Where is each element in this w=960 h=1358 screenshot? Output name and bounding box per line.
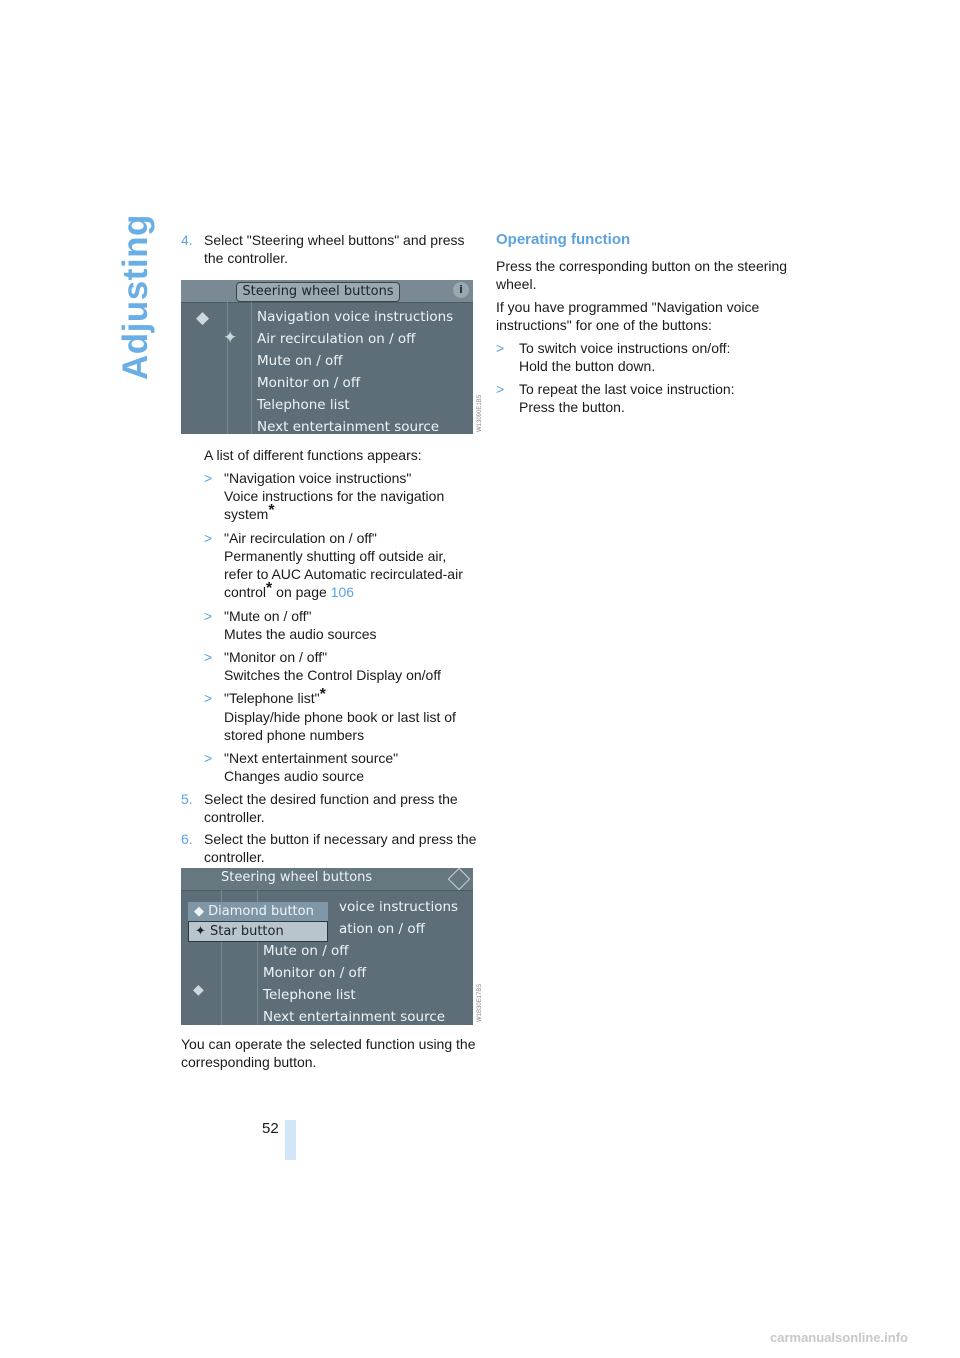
steering-wheel-buttons-screenshot (181, 280, 473, 434)
menu-item-next-entertainment: Next entertainment source (263, 1009, 446, 1025)
step-6 (181, 830, 477, 866)
image-code: W13090E1B5 (477, 394, 483, 432)
menu-item-mute: Mute on / off (263, 943, 349, 959)
page-number-bar (285, 1120, 296, 1160)
item-desc: Switches the Control Display on/off (224, 667, 441, 683)
operation-list (496, 339, 796, 416)
image-code: W1B30E17BS (477, 983, 483, 1022)
left-column-continued (181, 446, 477, 870)
item-title: "Telephone list" (224, 690, 320, 706)
menu-item-monitor: Monitor on / off (263, 965, 367, 981)
item-desc: Press the button. (519, 399, 625, 415)
screen-top-title: Steering wheel buttons (221, 870, 373, 885)
optional-equipment-asterisk: * (268, 502, 275, 519)
popup-item-label: Diamond button (208, 904, 314, 919)
section-side-title: Adjusting (116, 214, 155, 380)
item-title: "Air recirculation on / off" (224, 530, 377, 546)
button-choice-popup (188, 902, 328, 942)
item-desc: Voice instructions for the navigation system (224, 488, 445, 522)
screen-tab-title: Steering wheel buttons (236, 282, 400, 302)
function-list-item (204, 469, 477, 524)
menu-item-partial: voice instructions (339, 899, 459, 915)
screen-divider (251, 302, 252, 434)
optional-equipment-asterisk: * (266, 580, 273, 597)
step-number: 4. (181, 232, 193, 248)
popup-item-star: ✦ Star button (188, 921, 328, 942)
function-list-item (204, 607, 477, 643)
bullet-mark: > (204, 750, 213, 766)
partial-menu (339, 896, 458, 940)
footer-watermark: carmanualsonline.info (770, 1330, 908, 1345)
item-title: "Monitor on / off" (224, 649, 328, 665)
menu-item-air-recirculation: Air recirculation on / off (257, 331, 416, 347)
operation-list-item (496, 380, 796, 416)
diamond-button-icon: ◆ (193, 982, 204, 998)
section-heading: Operating function (496, 231, 631, 248)
body-paragraph: Press the corresponding button on the steering wheel. (496, 258, 788, 292)
function-list-item (204, 749, 477, 785)
item-desc: Changes audio source (224, 768, 365, 784)
menu-item-monitor: Monitor on / off (257, 375, 361, 391)
menu-item-partial: ation on / off (339, 921, 425, 937)
function-list-item (204, 686, 477, 744)
popup-item-label: Star button (210, 924, 284, 939)
diamond-button-icon: ◆ (196, 308, 210, 328)
closing-paragraph: You can operate the selected function using the corresponding button. (181, 1036, 476, 1070)
item-desc: Display/hide phone book or last list of stored phone numbers (224, 709, 456, 743)
body-paragraph: If you have programmed "Navigation voice instructions" for one of the buttons: (496, 299, 760, 333)
page-number: 52 (262, 1120, 279, 1137)
item-desc: Permanently shutting off outside air, refer to AUC Automatic recirculated-air control (224, 548, 463, 600)
menu-item-next-entertainment: Next entertainment source (257, 419, 440, 434)
item-title: "Next entertainment source" (224, 750, 399, 766)
function-list-item (204, 529, 477, 602)
item-title: To switch voice instructions on/off: (519, 340, 731, 356)
bullet-mark: > (204, 530, 213, 546)
info-icon: i (453, 282, 469, 298)
function-list-item (204, 648, 477, 684)
function-list (181, 469, 477, 785)
function-menu (257, 306, 453, 434)
item-title: "Mute on / off" (224, 608, 312, 624)
step-number: 6. (181, 831, 193, 847)
screen-divider (227, 302, 228, 434)
bullet-mark: > (496, 381, 505, 397)
bullet-mark: > (204, 690, 213, 706)
left-column (181, 231, 477, 271)
bullet-mark: > (204, 470, 213, 486)
optional-equipment-asterisk: * (319, 686, 326, 703)
step-5 (181, 790, 477, 826)
step-text: Select "Steering wheel buttons" and press the controller. (204, 232, 465, 266)
page-reference-link[interactable]: 106 (330, 584, 355, 600)
bullet-mark: > (204, 649, 213, 665)
bullet-mark: > (204, 608, 213, 624)
page-ref-prefix: on page (272, 584, 331, 600)
function-menu (263, 940, 445, 1025)
menu-item-mute: Mute on / off (257, 353, 343, 369)
item-title: "Navigation voice instructions" (224, 470, 412, 486)
menu-item-telephone-list: Telephone list (263, 987, 356, 1003)
item-desc: Mutes the audio sources (224, 626, 377, 642)
item-title: To repeat the last voice instruction: (519, 381, 735, 397)
step-4 (181, 231, 477, 267)
button-assignment-screenshot (181, 868, 473, 1025)
step-number: 5. (181, 791, 193, 807)
item-desc: Hold the button down. (519, 358, 656, 374)
menu-item-telephone-list: Telephone list (257, 397, 350, 413)
right-column (496, 231, 796, 421)
closing-paragraph-block (181, 1035, 477, 1076)
star-button-icon: ✦ (223, 328, 238, 348)
step-text: Select the desired function and press the controller. (204, 791, 458, 825)
step-text: Select the button if necessary and press the controller. (204, 831, 477, 865)
operation-list-item (496, 339, 796, 375)
list-intro: A list of different functions appears: (204, 447, 422, 463)
menu-item-navigation-voice: Navigation voice instructions (257, 309, 454, 325)
popup-item-diamond: ◆ Diamond button (188, 902, 328, 921)
bullet-mark: > (496, 340, 505, 356)
